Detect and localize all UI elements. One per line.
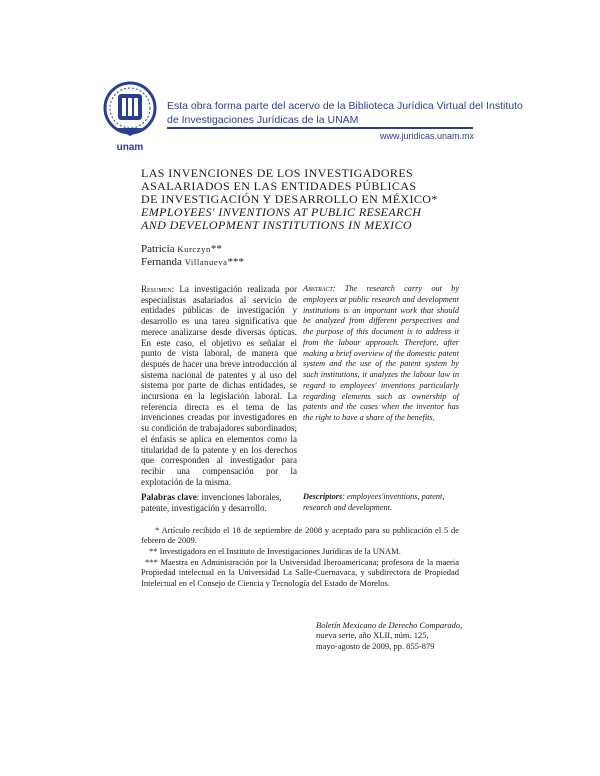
title-en-line2: AND DEVELOPMENT INSTITUTIONS IN MEXICO	[141, 218, 412, 232]
author-first-name: Fernanda	[141, 256, 182, 268]
keywords	[141, 492, 297, 513]
header-institution-line1: Esta obra forma parte del acervo de la Biblioteca Jurídica Virtual del Instituto	[167, 100, 523, 112]
title-en-line1: EMPLOYEES' INVENTIONS AT PUBLIC RESEARCH	[141, 205, 422, 219]
footnote-mark: **	[149, 546, 158, 556]
author-1	[141, 243, 222, 255]
keywords-text: : invenciones laborales, patente, investigación y desarrollo.	[141, 492, 282, 513]
header-institution-line2: de Investigaciones Jurídicas de la UNAM	[167, 114, 359, 126]
footnote-text: Investigadora en el Instituto de Investigaciones Jurídicas de la UNAM.	[159, 546, 401, 556]
footnote-text: Maestra en Administración por la Universidad Iberoamericana; profesora de la maeria Propiedad intelectual en la Universidad La Salle-Cuernavaca, y subdirectora de Propiedad Intelectual en el Consejo de Ciencia y Tecnología del Estado de Morelos.	[141, 557, 459, 588]
footnote-mark: *	[155, 525, 160, 535]
citation-pages: mayo-agosto de 2009, pp. 855-879	[316, 640, 435, 651]
unam-logo	[101, 80, 159, 160]
resumen-label: Resumen:	[141, 284, 175, 294]
abstract-text: The research carry out by employees at public research and development institutions is an important work that should be analyzed from different perspectives and the purpose of this document is to address it from the labour approach. Therefore, after making a brief overview of the domestic patent system and the use of the patent system by such institutions, it analyzes the labour law in regard to employees' inventions particularly regarding elements such as ownership of patents and the cases when the inventor has the right to have a share of the benefits.	[303, 284, 460, 422]
author-footnote-mark: **	[210, 243, 222, 255]
descriptors-text: : employees'inventions, patent, research and development.	[303, 492, 445, 512]
footnote-2	[141, 546, 459, 556]
abstract-paragraph	[303, 284, 459, 424]
footnote-1	[141, 525, 459, 546]
citation-issue: nueva serie, año XLII, núm. 125,	[316, 630, 429, 641]
title-es-line1: LAS INVENCIONES DE LOS INVESTIGADORES	[141, 166, 414, 180]
abstract-label: Abstract:	[303, 284, 336, 293]
author-last-name: Villanueva	[184, 257, 228, 267]
title-es-line2: ASALARIADOS EN LAS ENTIDADES PÚBLICAS	[141, 179, 417, 193]
author-first-name: Patricia	[141, 243, 175, 255]
resumen-text: La investigación realizada por especialistas asalariados al servicio de entidades públicas de investigación y desarrollo es una tarea significativa que merece analizarse desde diversas ópticas. En este caso, el objetivo es señalar el punto de vista laboral, de manera que después de hacer una breve introducción al sistema nacional de patentes y al uso del sistema por parte de dichas entidades, se incursiona en la legislación laboral. La referencia directa es el tema de las invenciones creadas por investigadores en su condición de trabajadores subordinados; el énfasis se aplica en elementos como la titularidad de la patente y en los derechos que corresponden al investigador para recibir una compensación por la explotación de la misma.	[141, 284, 297, 487]
footnote-3	[141, 557, 459, 588]
author-last-name: Kurczyn	[177, 244, 211, 254]
citation-journal: Boletín Mexicano de Derecho Comparado,	[316, 620, 463, 630]
author-footnote-mark: ***	[227, 256, 244, 268]
header-url-link[interactable]: www.juridicas.unam.mx	[379, 131, 474, 141]
logo-caption: unam	[116, 142, 144, 153]
keywords-label: Palabras clave	[141, 492, 197, 502]
resumen-paragraph	[141, 284, 297, 487]
footnote-mark: ***	[145, 557, 158, 567]
author-2	[141, 256, 244, 268]
footnote-text: Artículo recibido el 18 de septiembre de 2008 y aceptado para su publicación el 5 de febrero de 2009.	[141, 525, 460, 546]
journal-citation	[316, 620, 476, 651]
descriptors	[303, 492, 459, 513]
descriptors-label: Descriptors	[303, 492, 343, 501]
title-es-line3: DE INVESTIGACIÓN Y DESARROLLO EN MÉXICO*	[141, 192, 438, 206]
header-divider	[167, 127, 473, 129]
